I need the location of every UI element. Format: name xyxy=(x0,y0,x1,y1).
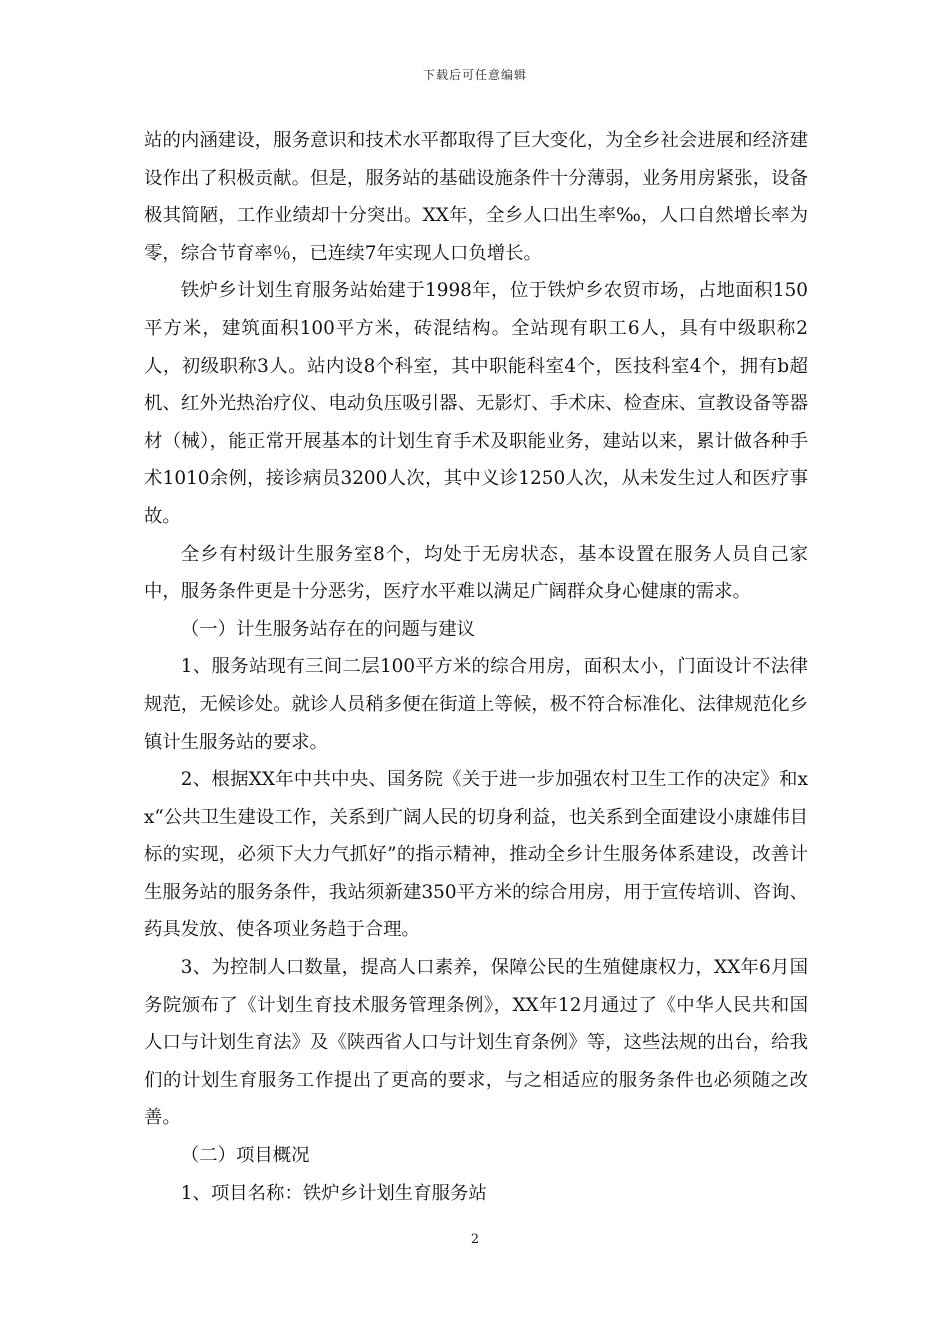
document-body xyxy=(144,122,808,1212)
paragraph-item-1: 1、服务站现有三间二层100平方米的综合用房，面积太小，门面设计不法律规范，无候诊处。就诊人员稍多便在街道上等候，极不符合标准化、法律规范化乡镇计生服务站的要求。 xyxy=(144,656,808,753)
page-header: 下载后可任意编辑 xyxy=(422,68,527,82)
paragraph-project-name: 1、项目名称：铁炉乡计划生育服务站 xyxy=(180,1182,487,1204)
paragraph-station-overview: 铁炉乡计划生育服务站始建于1998年，位于铁炉乡农贸市场，占地面积150平方米，建筑面积100平方米，砖混结构。全站现有职工6人，具有中级职称2人，初级职称3人。站内设8个科室，其中职能科室4个，医技科室4个，拥有b超机、红外光热治疗仪、电动负压吸引器、无影灯、手术床、检查床、宣教设备等器材（械），能正常开展基本的计划生育手术及职能业务，建站以来，累计做各种手术1010余例，接诊病员3200人次，其中义诊1250人次，从未发生过人和医疗事故。 xyxy=(144,280,808,527)
paragraph-continuation: 站的内涵建设，服务意识和技术水平都取得了巨大变化，为全乡社会进展和经济建设作出了积极贡献。但是，服务站的基础设施条件十分薄弱，业务用房紧张，设备极其简陋，工作业绩却十分突出。XX年，全乡人口出生率‰，人口自然增长率为零，综合节育率％，已连续7年实现人口负增长。 xyxy=(144,130,808,264)
section-heading-overview: （二）项目概况 xyxy=(180,1145,310,1167)
page-number: 2 xyxy=(470,1232,480,1247)
paragraph-item-3: 3、为控制人口数量，提高人口素养，保障公民的生殖健康权力，XX年6月国务院颁布了《计划生育技术服务管理条例》，XX年12月通过了《中华人民共和国人口与计划生育法》及《陕西省人口与计划生育条例》等，这些法规的出台，给我们的计划生育服务工作提出了更高的要求，与之相适应的服务条件也必须随之改善。 xyxy=(144,957,808,1129)
paragraph-item-2: 2、根据XX年中共中央、国务院《关于进一步加强农村卫生工作的决定》和xx“公共卫生建设工作，关系到广阔人民的切身利益，也关系到全面建设小康雄伟目标的实现，必须下大力气抓好”的指示精神，推动全乡计生服务体系建设，改善计生服务站的服务条件，我站须新建350平方米的综合用房，用于宣传培训、咨询、药具发放、使各项业务趋于合理。 xyxy=(144,769,808,941)
paragraph-village-rooms: 全乡有村级计生服务室8个，均处于无房状态，基本设置在服务人员自己家中，服务条件更是十分恶劣，医疗水平难以满足广阔群众身心健康的需求。 xyxy=(144,543,808,603)
section-heading-problems: （一）计生服务站存在的问题与建议 xyxy=(180,618,476,640)
